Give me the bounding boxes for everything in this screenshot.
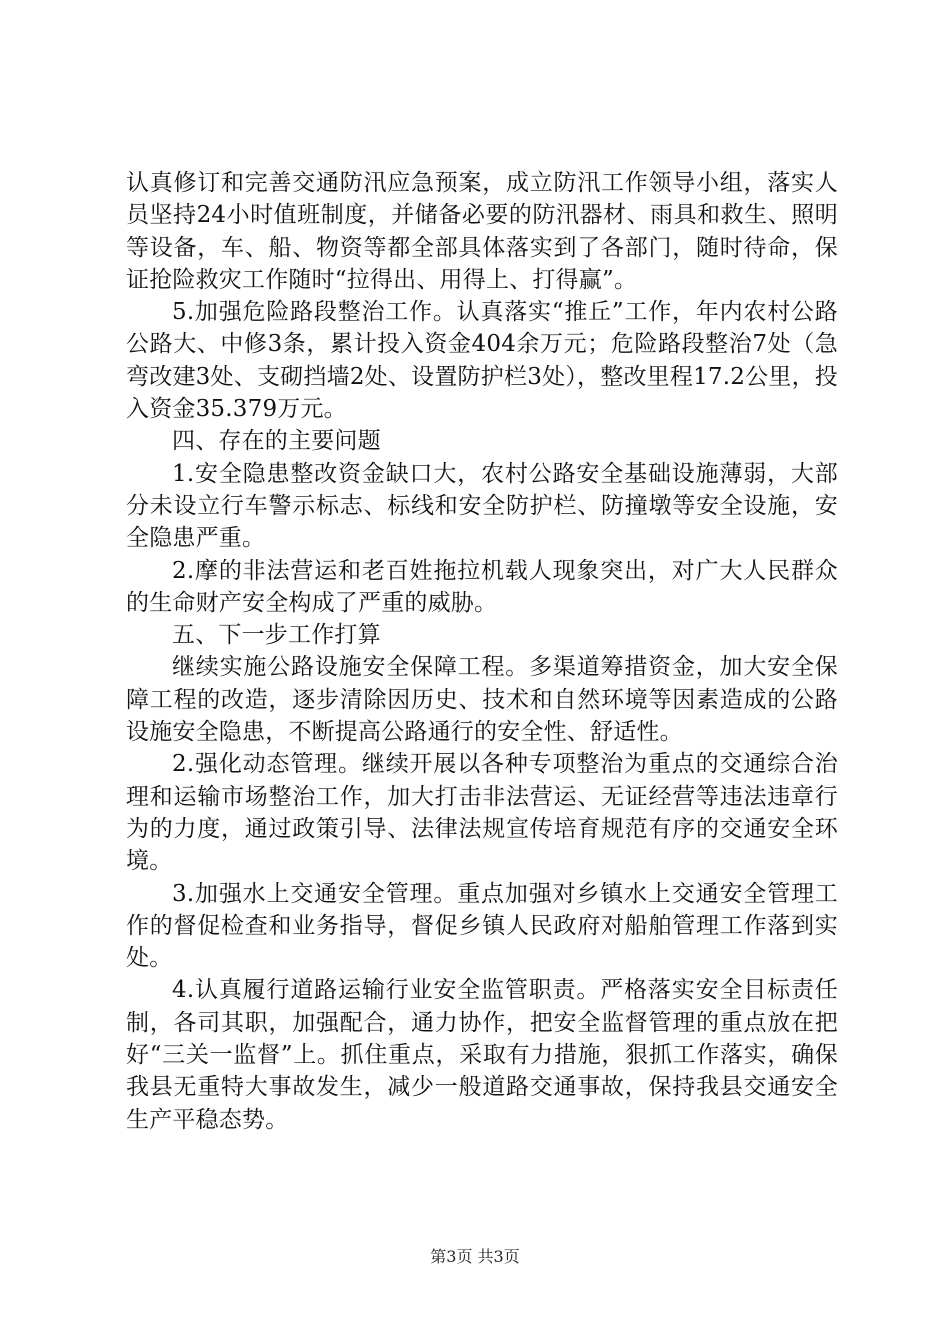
paragraph-problem-2: 2.摩的非法营运和老百姓拖拉机载人现象突出，对广大人民群众的生命财产安全构成了严重的威胁。: [126, 557, 838, 616]
paragraph-plan-3: 3.加强水上交通安全管理。重点加强对乡镇水上交通安全管理工作的督促检查和业务指导，督促乡镇人民政府对船舶管理工作落到实处。: [126, 880, 838, 972]
page-number-footer: 第3页 共3页: [430, 1247, 520, 1266]
paragraph-plan-2: 2.强化动态管理。继续开展以各种专项整治为重点的交通综合治理和运输市场整治工作，加大打击非法营运、无证经营等违法违章行为的力度，通过政策引导、法律法规宣传培育规范有序的交通安全环境。: [126, 751, 838, 875]
paragraph-problem-1: 1.安全隐患整改资金缺口大，农村公路安全基础设施薄弱，大部分未设立行车警示标志、标线和安全防护栏、防撞墩等安全设施，安全隐患严重。: [126, 460, 838, 552]
document-body: [126, 167, 838, 1136]
paragraph-plan-1: 继续实施公路设施安全保障工程。多渠道筹措资金，加大安全保障工程的改造，逐步清除因历史、技术和自然环境等因素造成的公路设施安全隐患，不断提高公路通行的安全性、舒适性。: [126, 654, 838, 746]
paragraph-dangerous-road-section: 5.加强危险路段整治工作。认真落实“推丘”工作，年内农村公路公路大、中修3条，累计投入资金404余万元；危险路段整治7处（急弯改建3处、支砌挡墙2处、设置防护栏3处），整改里程17.2公里，投入资金35.379万元。: [126, 299, 838, 423]
section-heading-main-problems: 四、存在的主要问题: [172, 428, 381, 455]
section-heading-next-plan: 五、下一步工作打算: [172, 622, 381, 649]
paragraph-flood-plan: 认真修订和完善交通防汛应急预案，成立防汛工作领导小组，落实人员坚持24小时值班制度，并储备必要的防汛器材、雨具和救生、照明等设备，车、船、物资等都全部具体落实到了各部门，随时待命，保证抢险救灾工作随时“拉得出、用得上、打得赢”。: [126, 170, 838, 293]
paragraph-plan-4: 4.认真履行道路运输行业安全监管职责。严格落实安全目标责任制，各司其职，加强配合，通力协作，把安全监督管理的重点放在把好“三关一监督”上。抓住重点，采取有力措施，狠抓工作落实，确保我县无重特大事故发生，减少一般道路交通事故，保持我县交通安全生产平稳态势。: [126, 977, 838, 1133]
